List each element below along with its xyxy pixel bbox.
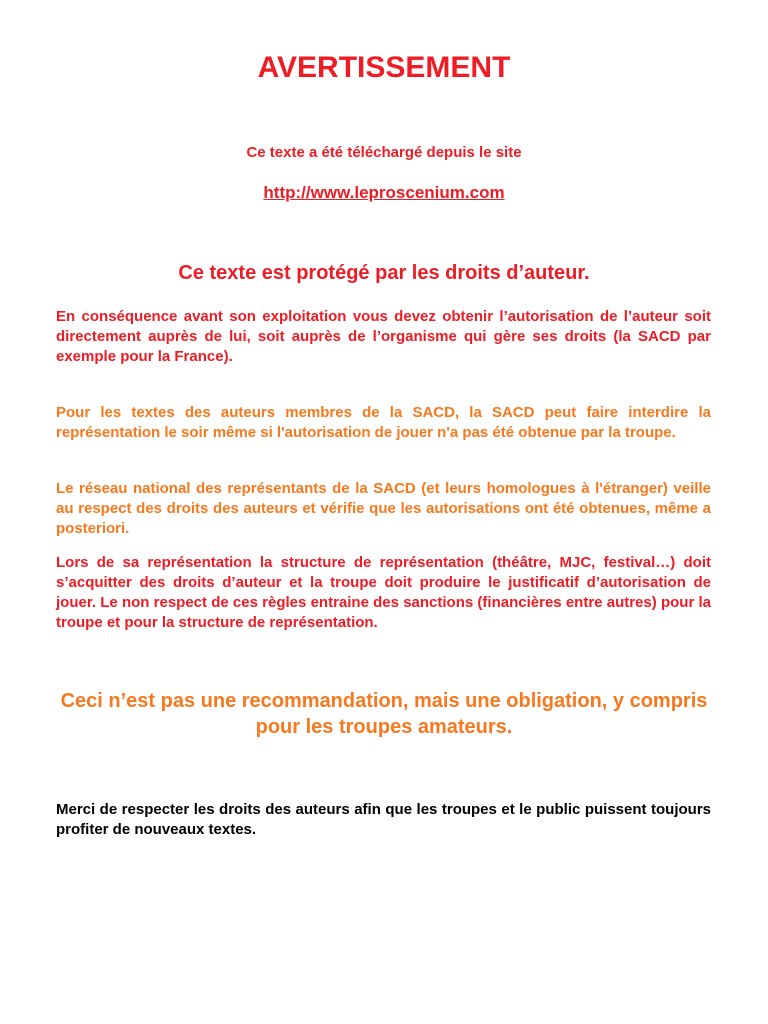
- download-notice: Ce texte a été téléchargé depuis le site: [246, 144, 522, 161]
- closing-message: Merci de respecter les droits des auteurs afin que les troupes et le public puissent toujours profiter de nouveaux textes.: [56, 801, 711, 838]
- sacd-prohibition-paragraph: Pour les textes des auteurs membres de la SACD, la SACD peut faire interdire la représentation le soir même si l'autorisation de jouer n'a pas été obtenue par la troupe.: [56, 404, 711, 441]
- website-link[interactable]: http://www.leproscenium.com: [263, 183, 505, 202]
- sacd-network-paragraph: Le réseau national des représentants de la SACD (et leurs homologues à l'étranger) veille au respect des droits des auteurs et vérifie que les autorisations ont été obtenues, même a posteriori.: [56, 480, 711, 537]
- page-title: AVERTISSEMENT: [257, 51, 511, 84]
- authorization-paragraph: En conséquence avant son exploitation vous devez obtenir l’autorisation de l’auteur soit directement auprès de lui, soit auprès de l’organisme qui gère ses droits (la SACD par exemple pour la France).: [56, 308, 711, 365]
- performance-rights-paragraph: Lors de sa représentation la structure de représentation (théâtre, MJC, festival…) doit s’acquitter des droits d’auteur et la troupe doit produire le justificatif d’autorisation de jouer. Le non respect de ces règles entraine des sanctions (financières entre autres) pour la troupe et pour la structure de représentation.: [56, 554, 711, 631]
- obligation-statement: Ceci n’est pas une recommandation, mais une obligation, y compris pour les troupes amateurs.: [60, 690, 708, 738]
- copyright-heading: Ce texte est protégé par les droits d’auteur.: [178, 262, 590, 284]
